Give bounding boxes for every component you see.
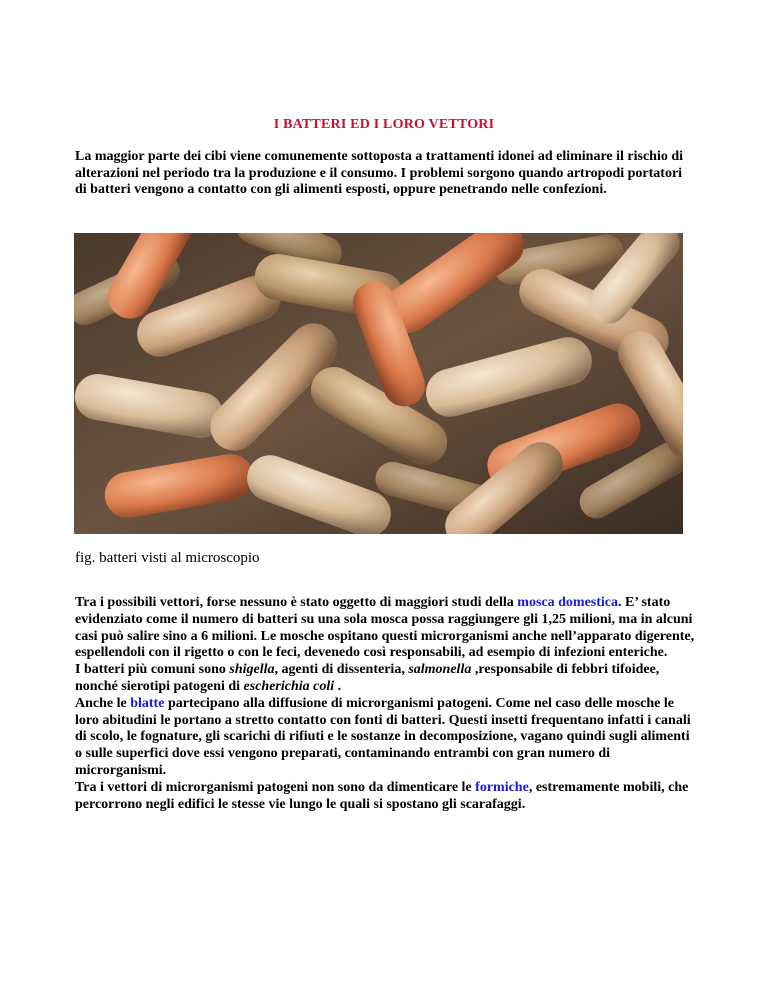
p2-text-b: , agenti di dissenteria, xyxy=(274,662,409,678)
link-blatte[interactable]: blatte xyxy=(130,695,165,711)
p3-text-a: Anche le xyxy=(75,695,131,711)
article-body xyxy=(75,595,697,813)
intro-paragraph: La maggior parte dei cibi viene comunemente sottoposta a trattamenti idonei ad eliminare il rischio di alterazioni nel periodo tra la produzione e il consumo. I problemi sorgono quando artropodi portatori di batteri vengono a contatto con gli alimenti esposti, oppure penetrando nelle confezioni. xyxy=(75,149,684,197)
link-mosca-domestica[interactable]: mosca domestica xyxy=(517,595,618,610)
p4-text-a: Tra i vettori di microrganismi patogeni non sono da dimenticare le xyxy=(75,779,476,795)
p3-text-b: partecipano alla diffusione di microrganismi patogeni. Come nel caso delle mosche le loro abitudini le portano a stretto contatto con fonti di batteri. Questi insetti frequentano infatti i canali di scolo, le fognature, gli scarichi di rifiuti e le sostanze in decomposizione, vagano quindi sugli alimenti o sulle superfici dove essi vengono preparati, contaminando entrambi con gran numero di microrganismi. xyxy=(75,695,691,778)
term-escherichia-coli: escherichia coli xyxy=(243,678,335,694)
p1-text-a: Tra i possibili vettori, forse nessuno è stato oggetto di maggiori studi della xyxy=(75,595,518,610)
page-title: I BATTERI ED I LORO VETTORI xyxy=(273,117,495,132)
p2-text-d: . xyxy=(334,678,342,694)
bacteria-microscope-photo xyxy=(74,233,683,534)
link-formiche[interactable]: formiche xyxy=(475,779,529,795)
figure-caption: fig. batteri visti al microscopio xyxy=(75,550,260,566)
p4-text-b: , estremamente mobili, che percorrono negli edifici le stesse vie lungo le quali si spostano gli scarafaggi. xyxy=(75,779,689,812)
term-shigella: shigella xyxy=(229,662,275,678)
p2-text-a: I batteri più comuni sono xyxy=(75,662,230,678)
p1-text-b: . E’ stato evidenziato come il numero di batteri su una sola mosca possa raggiungere gli 1,25 milioni, ma in alcuni casi può salire sino a 6 milioni. Le mosche ospitano questi microrganismi anche nell’apparato digerente, espellendoli con il rigetto o con le feci, devenedo così responsabili, ad esempio di infezioni enteriche. xyxy=(75,595,695,661)
term-salmonella: salmonella xyxy=(408,662,472,678)
p2-text-c: ,responsabile di febbri tifoidee, nonché sierotipi patogeni di xyxy=(75,662,660,694)
